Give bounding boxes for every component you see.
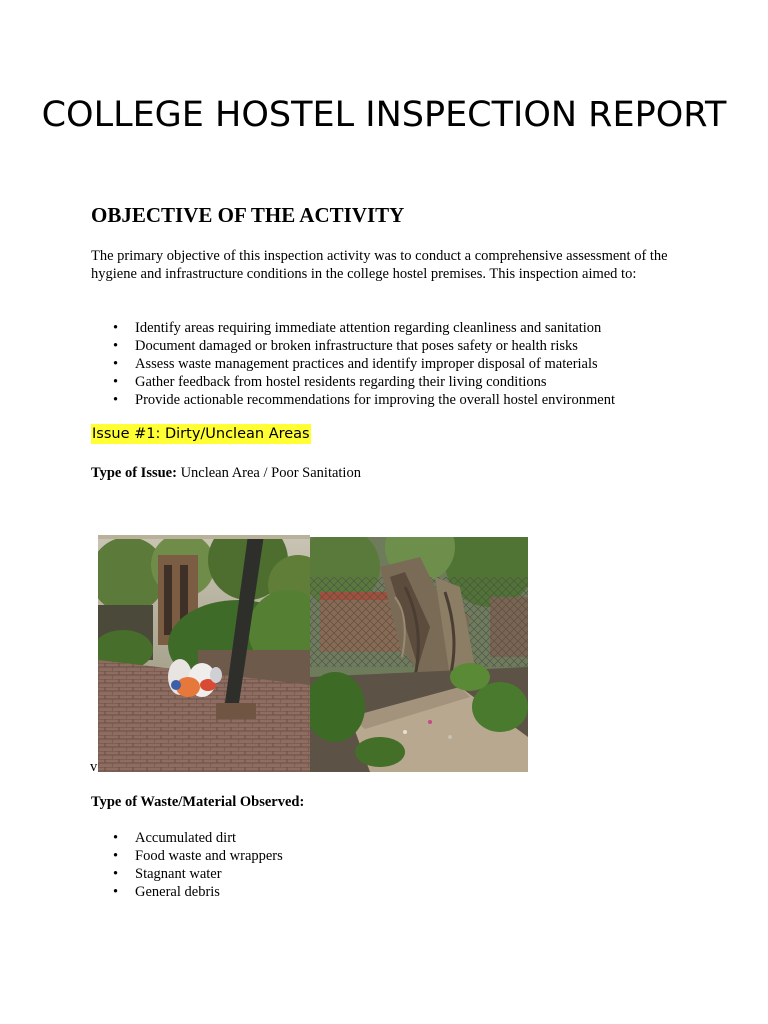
list-item: • Identify areas requiring immediate attention regarding cleanliness and sanitation xyxy=(135,319,615,337)
waste-heading: Type of Waste/Material Observed: xyxy=(91,794,305,810)
list-item: • General debris xyxy=(135,883,283,901)
list-item: • Accumulated dirt xyxy=(135,829,283,847)
page-title: COLLEGE HOSTEL INSPECTION REPORT xyxy=(41,95,727,135)
list-item: • Gather feedback from hostel residents regarding their living conditions xyxy=(135,373,615,391)
objectives-list xyxy=(91,319,615,409)
objective-heading: OBJECTIVE OF THE ACTIVITY xyxy=(91,203,405,227)
list-item: • Assess waste management practices and identify improper disposal of materials xyxy=(135,355,615,373)
list-item: • Food waste and wrappers xyxy=(135,847,283,865)
list-item: • Provide actionable recommendations for improving the overall hostel environment xyxy=(135,391,615,409)
list-item: • Stagnant water xyxy=(135,865,283,883)
stray-character: v xyxy=(90,759,98,775)
issue-type-label: Type of Issue: xyxy=(91,465,177,481)
courtyard-garbage-photo xyxy=(98,535,310,772)
waste-list xyxy=(91,829,283,901)
issue-heading: Issue #1: Dirty/Unclean Areas xyxy=(92,426,310,442)
issue-type-value: Unclean Area / Poor Sanitation xyxy=(176,465,361,481)
list-item: • Document damaged or broken infrastructure that poses safety or health risks xyxy=(135,337,615,355)
intro-paragraph: The primary objective of this inspection activity was to conduct a comprehensive assessment of the hygiene and infrastructure conditions in the college hostel premises. This inspection aimed to: xyxy=(91,248,668,282)
issue-type xyxy=(91,464,361,482)
fallen-tree-photo xyxy=(310,537,528,772)
